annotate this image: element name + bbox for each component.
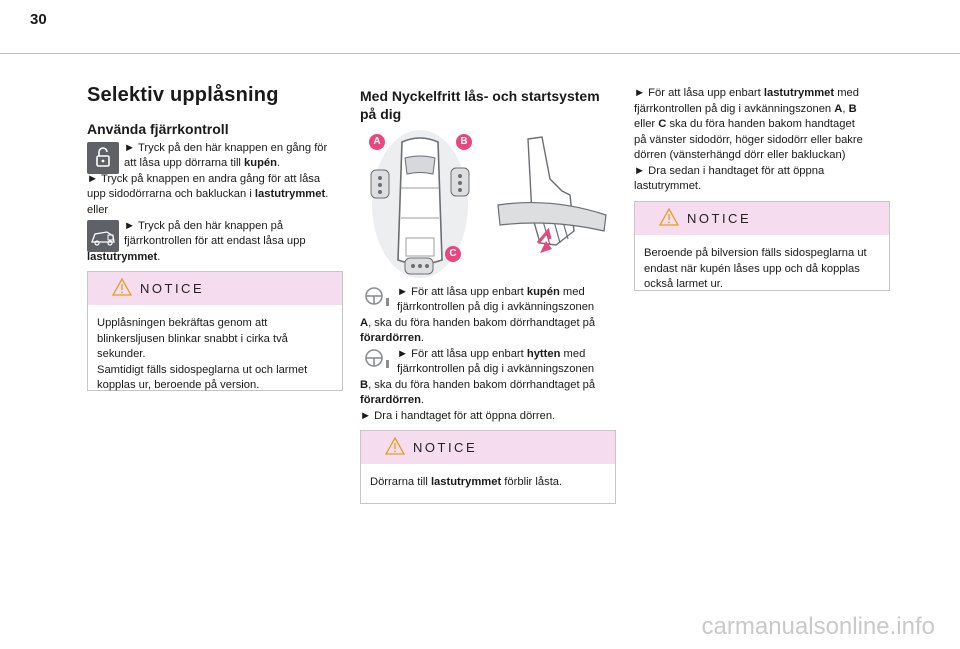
key-fob-left	[371, 170, 389, 198]
notice-line: Samtidigt fälls sidospeglarna ut och larmet	[97, 363, 308, 376]
remote-step1-line1: ► Tryck på den här knappen en gång för	[124, 142, 328, 154]
cargo-line-6: ► Dra sedan i handtaget för att öppna	[634, 165, 825, 177]
subheading-remote: Använda fjärrkontroll	[87, 121, 229, 137]
notice-title: NOTICE	[687, 211, 752, 226]
keyless-step1-line4: förardörren.	[360, 332, 425, 344]
notice-body	[635, 235, 889, 293]
page-number: 30	[30, 11, 47, 28]
keyless-step3: ► Dra i handtaget för att öppna dörren.	[360, 410, 556, 422]
warning-icon	[112, 278, 132, 296]
or-text: eller	[87, 204, 109, 216]
remote-step1-line2: att låsa upp dörrarna till kupén.	[124, 157, 281, 169]
remote-step3-line2: fjärrkontrollen för att endast låsa upp	[124, 235, 306, 247]
zone-b-label: B	[460, 136, 468, 147]
notice-line: blinkersljusen blinkar snabbt i cirka två	[97, 332, 288, 345]
unlock-cabin-icon	[87, 142, 119, 174]
notice-header	[635, 202, 889, 235]
cargo-line-4: på vänster sidodörr, höger sidodörr eller bakre	[634, 134, 863, 146]
remote-step2-line2: upp sidodörrarna och bakluckan i lastutrymmet.	[87, 188, 329, 200]
section-title: Selektiv upplåsning	[87, 84, 279, 106]
subheading-keyless-2: på dig	[360, 106, 402, 122]
cargo-line-7: lastutrymmet.	[634, 180, 702, 192]
keyless-step1-line1: ► För att låsa upp enbart kupén med	[397, 286, 585, 298]
cargo-line-5: dörren (vänsterhängd dörr eller bakluckan)	[634, 149, 846, 161]
warning-icon	[385, 437, 405, 455]
keyless-step1-line2: fjärrkontrollen på dig i avkänningszonen	[397, 301, 595, 313]
notice-line: Upplåsningen bekräftas genom att	[97, 317, 268, 329]
unlock-cargo-icon	[87, 220, 119, 252]
remote-step2-line1: ► Tryck på knappen en andra gång för att låsa	[87, 173, 321, 185]
notice-title: NOTICE	[140, 281, 205, 296]
notice-line: endast när kupén låses upp och då kopplas	[644, 262, 860, 275]
zone-c-label: C	[449, 248, 457, 259]
notice-header	[361, 431, 615, 464]
notice-box-2	[360, 430, 616, 504]
hand-door-handle-illustration	[492, 135, 612, 275]
keyless-step2-line4: förardörren.	[360, 394, 425, 406]
cargo-line-1: ► För att låsa upp enbart lastutrymmet med	[634, 87, 859, 99]
notice-header	[88, 272, 342, 305]
notice-body: Dörrarna till lastutrymmet förblir låsta.	[370, 476, 563, 488]
remote-step3-line3: lastutrymmet.	[87, 251, 161, 263]
notice-title: NOTICE	[413, 440, 478, 455]
keyless-step2-line3: B, ska du föra handen bakom dörrhandtaget på	[360, 379, 596, 391]
notice-box-1	[87, 271, 343, 391]
header-rule	[0, 53, 960, 54]
cargo-line-3: eller C ska du föra handen bakom handtaget	[634, 118, 855, 130]
cargo-line-2: fjärrkontrollen på dig i avkänningszonen A, B	[634, 103, 857, 115]
watermark: carmanualsonline.info	[701, 613, 935, 640]
notice-line: sekunder.	[97, 348, 146, 360]
zone-a-label: A	[373, 136, 381, 147]
keyless-step2-line1: ► För att låsa upp enbart hytten med	[397, 348, 586, 360]
notice-line: också larmet ur.	[644, 278, 723, 290]
key-fob-right	[451, 168, 469, 196]
keyless-step1-line3: A, ska du föra handen bakom dörrhandtaget på	[360, 317, 596, 329]
keyless-step2-line2: fjärrkontrollen på dig i avkänningszonen	[397, 363, 595, 375]
key-fob-rear	[405, 258, 433, 274]
steering-wheel-icon	[362, 286, 392, 308]
steering-wheel-icon	[362, 348, 392, 370]
vehicle-zones-illustration	[365, 128, 475, 280]
subheading-keyless-1: Med Nyckelfritt lås- och startsystem	[360, 88, 600, 104]
warning-icon	[659, 208, 679, 226]
notice-box-3	[634, 201, 890, 291]
remote-step3-line1: ► Tryck på den här knappen på	[124, 220, 284, 232]
notice-body	[88, 305, 342, 394]
notice-line: kopplas ur, beroende på version.	[97, 379, 260, 391]
notice-line: Beroende på bilversion fälls sidospeglarna ut	[644, 247, 867, 259]
